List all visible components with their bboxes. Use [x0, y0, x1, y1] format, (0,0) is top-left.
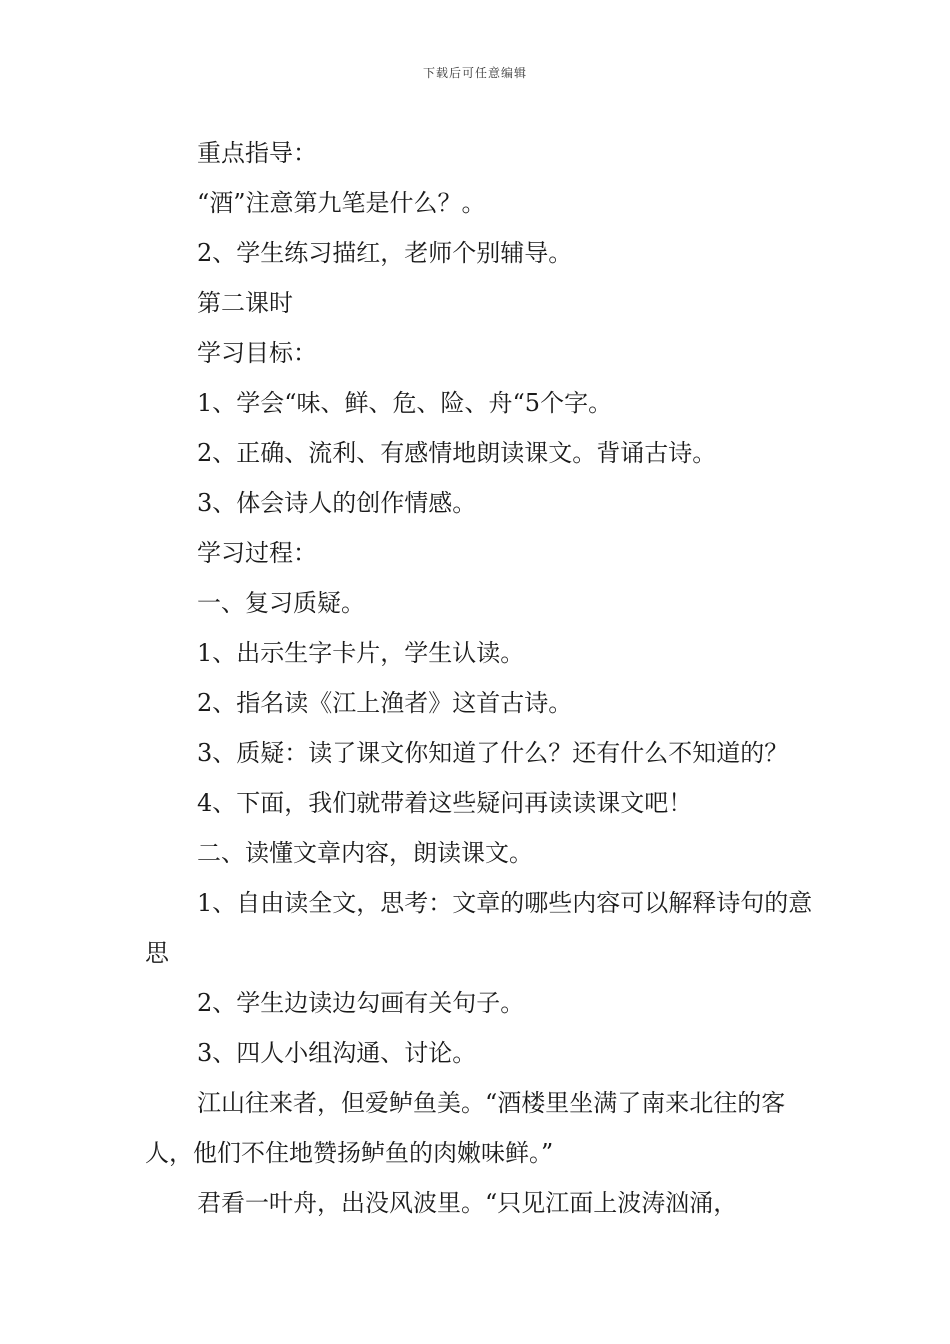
paragraph: 2、指名读《江上渔者》这首古诗。 — [197, 689, 573, 717]
paragraph: 1、自由读全文，思考：文章的哪些内容可以解释诗句的意思 — [145, 889, 813, 967]
paragraph: 3、质疑：读了课文你知道了什么？还有什么不知道的？ — [197, 739, 789, 767]
paragraph: 2、学生练习描红，老师个别辅导。 — [197, 239, 573, 267]
paragraph: 1、学会“味、鲜、危、险、舟“5个字。 — [197, 389, 613, 417]
document-body — [145, 128, 820, 1228]
paragraph: 4、下面，我们就带着这些疑问再读读课文吧！ — [197, 789, 693, 817]
paragraph: 第二课时 — [197, 289, 293, 317]
paragraph: 2、正确、流利、有感情地朗读课文。背诵古诗。 — [197, 439, 717, 467]
paragraph: 学习目标： — [197, 339, 317, 367]
paragraph: 君看一叶舟，出没风波里。“只见江面上波涛汹涌， — [197, 1189, 738, 1217]
paragraph: 2、学生边读边勾画有关句子。 — [197, 989, 525, 1017]
paragraph: “酒”注意第九笔是什么？。 — [197, 189, 486, 217]
page-header: 下载后可任意编辑 — [422, 66, 527, 80]
paragraph: 二、读懂文章内容，朗读课文。 — [197, 839, 533, 867]
paragraph: 江山往来者，但爱鲈鱼美。“酒楼里坐满了南来北往的客人，他们不住地赞扬鲈鱼的肉嫩味鲜。” — [145, 1089, 786, 1167]
paragraph: 学习过程： — [197, 539, 317, 567]
paragraph: 1、出示生字卡片，学生认读。 — [197, 639, 525, 667]
paragraph: 一、复习质疑。 — [197, 589, 365, 617]
paragraph: 3、体会诗人的创作情感。 — [197, 489, 477, 517]
paragraph: 3、四人小组沟通、讨论。 — [197, 1039, 477, 1067]
paragraph: 重点指导： — [197, 139, 317, 167]
